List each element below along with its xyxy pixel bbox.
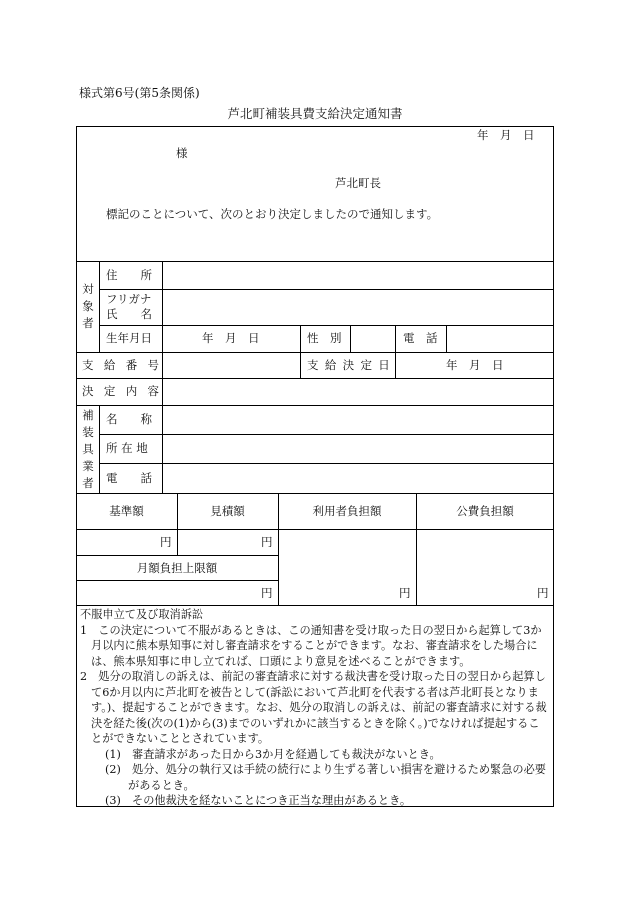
- unit-yen: 円: [261, 535, 273, 549]
- appeal-sub-3: (3) その他裁決を経ないことにつき正当な理由があるとき。: [105, 794, 412, 807]
- amount-header-estimate: 見積額: [210, 504, 245, 518]
- grant-date-value: 年 月 日: [446, 358, 504, 372]
- grant-number-label: 支給番号: [82, 358, 170, 372]
- rule: [76, 352, 554, 353]
- unit-yen: 円: [261, 586, 273, 600]
- rule: [99, 325, 554, 326]
- vendor-group-label: 補 装 具 業 者: [82, 408, 94, 490]
- unit-yen: 円: [537, 586, 549, 600]
- rule: [76, 405, 554, 406]
- addressee-suffix: 様: [176, 146, 188, 160]
- rule: [76, 529, 554, 530]
- amount-header-public-burden: 公費負担額: [456, 504, 514, 518]
- vendor-location-label: 所 在 地: [106, 441, 148, 455]
- rule: [99, 405, 100, 493]
- appeal-item-1: 1 この決定について不服があるときは、この通知書を受け取った日の翌日から起算して3か月以内に熊本県知事に対し審査請求をすることができます。なお、審査請求をした場合には、熊本県知事に申し立てれば、口頭により意見を述べることができます。: [80, 623, 542, 668]
- rule: [300, 325, 301, 378]
- rule: [76, 261, 554, 262]
- monthly-cap-label: 月額負担上限額: [136, 561, 218, 575]
- appeal-sub-2: (2) 処分、処分の執行又は手続の続行により生ずる著しい損害を避けるため緊急の必要があるとき。: [105, 763, 546, 792]
- decision-content-label: 決定内容: [82, 384, 170, 398]
- birthdate-label: 生年月日: [106, 331, 152, 345]
- grant-date-label: 支給決定日: [307, 358, 397, 372]
- amount-header-standard: 基準額: [109, 504, 144, 518]
- unit-yen: 円: [399, 586, 411, 600]
- form-number: 様式第6号(第5条関係): [79, 86, 200, 100]
- name-label: 氏 名: [106, 307, 152, 321]
- rule: [350, 325, 351, 352]
- furigana-label: フリガナ: [106, 292, 152, 306]
- appeal-notice: [80, 607, 550, 809]
- unit-yen: 円: [160, 535, 172, 549]
- notice-message: 標記のことについて、次のとおり決定しましたので通知します。: [106, 207, 439, 221]
- rule: [177, 493, 178, 555]
- birthdate-value: 年 月 日: [202, 331, 260, 345]
- appeal-item-2: 2 処分の取消しの訴えは、前記の審査請求に対する裁決書を受け取った日の翌日から起算して6か月以内に芦北町を被告として(訴訟において芦北町を代表する者は芦北町長となります。)、提起することができます。なお、処分の取消しの訴えは、前記の審査請求に対する裁決を経た後(次の(1)から(3)までのいずれかに該当するときを除く。)でなければ提起することができないこととされています。: [80, 670, 547, 745]
- subject-group-label: 対 象 者: [82, 282, 94, 330]
- rule: [446, 325, 447, 352]
- appeal-sub-1: (1) 審査請求があった日から3か月を経過しても裁決がないとき。: [105, 747, 441, 761]
- issue-date: 年 月 日: [477, 128, 535, 142]
- rule: [76, 493, 554, 494]
- rule: [76, 378, 554, 379]
- vendor-phone-label: 電 話: [106, 471, 152, 485]
- rule: [99, 434, 554, 435]
- appeal-heading: 不服申立て及び取消訴訟: [80, 608, 204, 621]
- amount-header-user-burden: 利用者負担額: [312, 504, 382, 518]
- rule: [162, 261, 163, 493]
- address-label: 住 所: [106, 268, 152, 282]
- document-title: 芦北町補装具費支給決定通知書: [227, 106, 403, 121]
- sex-label: 性 別: [307, 331, 342, 345]
- rule: [99, 463, 554, 464]
- rule: [99, 261, 100, 352]
- rule: [76, 555, 278, 556]
- rule: [76, 580, 278, 581]
- issuer-name: 芦北町長: [335, 176, 381, 190]
- rule: [99, 289, 554, 290]
- rule: [76, 605, 554, 606]
- phone-label: 電 話: [403, 331, 438, 345]
- vendor-name-label: 名 称: [106, 412, 152, 426]
